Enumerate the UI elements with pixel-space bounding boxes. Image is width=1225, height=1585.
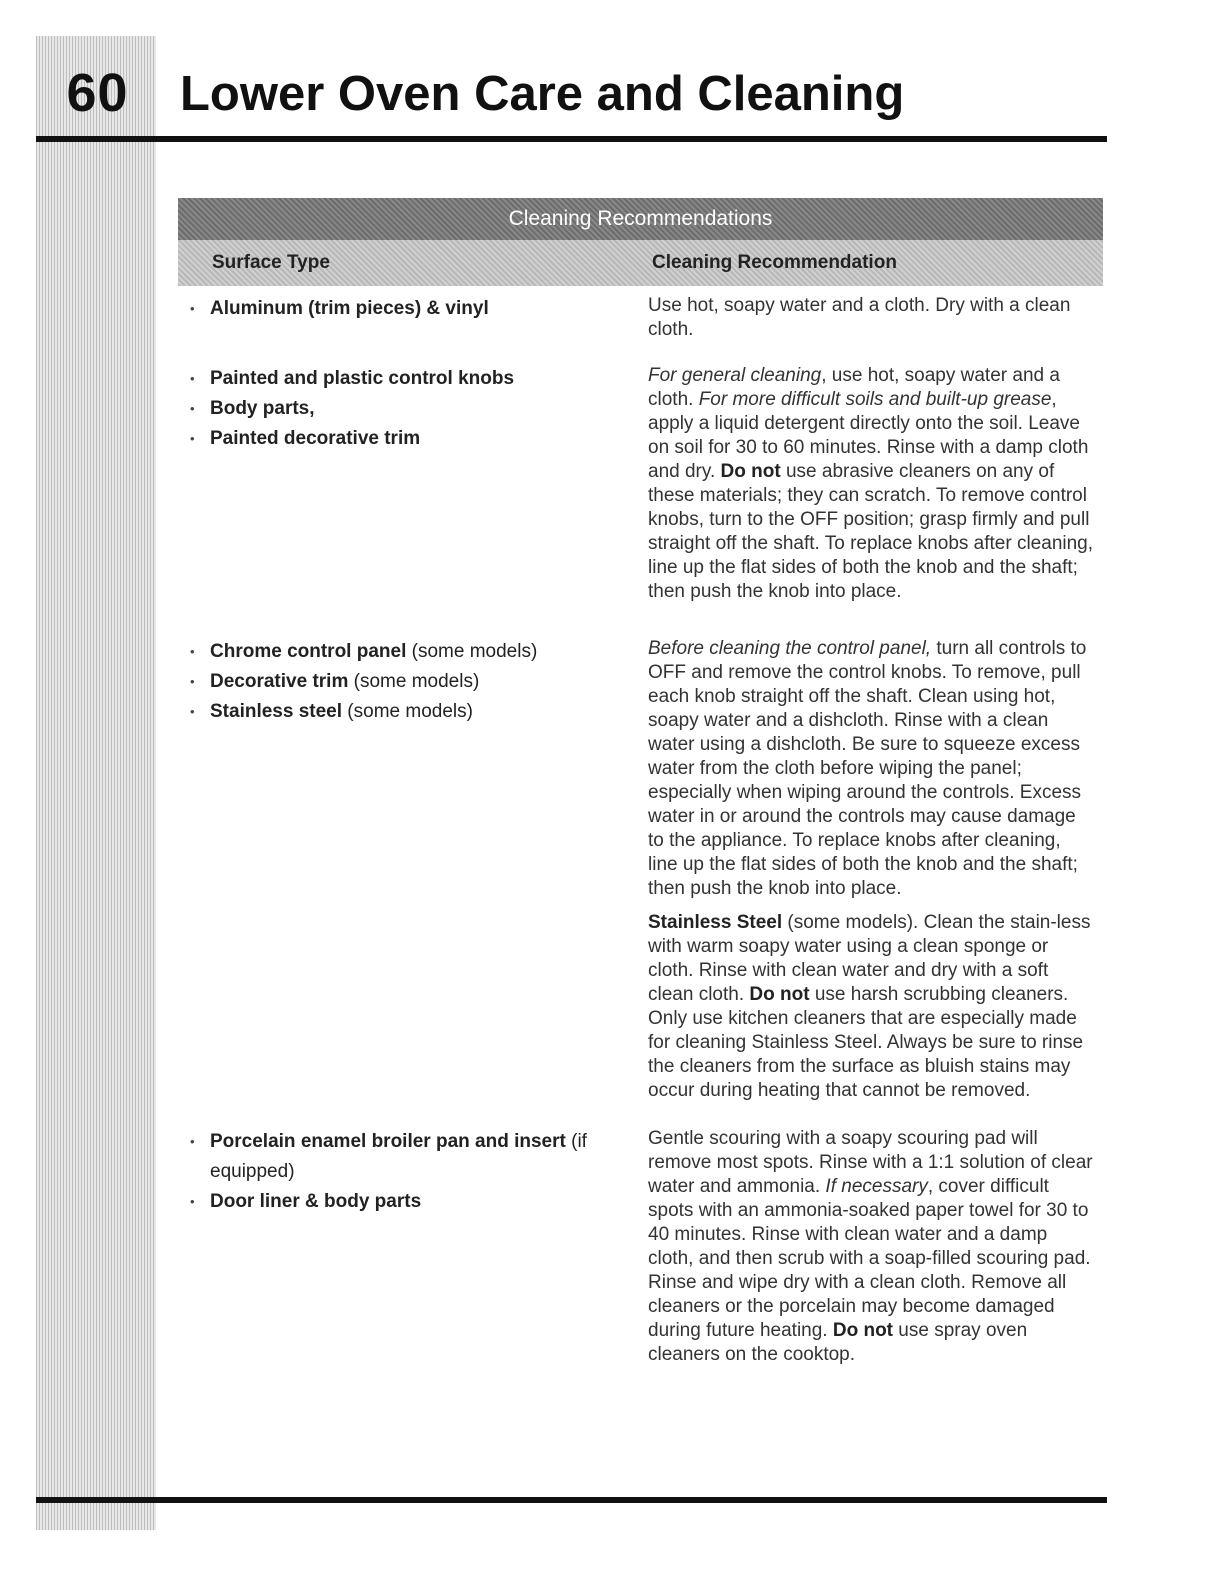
recommendation-cell <box>648 364 1103 637</box>
recommendation-text: Use hot, soapy water and a cloth. Dry with a clean cloth. <box>648 295 1071 340</box>
list-item: • Decorative trim (some models) <box>186 667 648 697</box>
list-item: • Painted and plastic control knobs <box>186 364 648 394</box>
bottom-divider <box>36 1497 1107 1503</box>
list-item: • Painted decorative trim <box>186 424 648 454</box>
list-item: • Stainless steel (some models) <box>186 697 648 727</box>
cleaning-table <box>178 198 1103 1365</box>
column-headers <box>178 240 1103 286</box>
list-item: • Chrome control panel (some models) <box>186 637 648 667</box>
table-row <box>178 364 1103 637</box>
list-item: • Door liner & body parts <box>186 1187 648 1217</box>
recommendation-cell <box>648 1127 1103 1377</box>
table-row <box>178 637 1103 1127</box>
recommendation-cell <box>648 637 1103 1127</box>
top-divider <box>36 136 1107 142</box>
recommendation-text: For general cleaning, use hot, soapy water and a cloth. For more difficult soils and built-up grease, apply a liquid detergent directly onto the soil. Leave on soil for 30 to 60 minutes. Rinse with a damp cloth and dry. Do not use abrasive cleaners on any of these materials; they can scratch. To remove control knobs, turn to the OFF position; grasp firmly and pull straight off the shaft. To replace knobs after cleaning, line up the flat sides of both the knob and the shaft; then push the knob into place. <box>648 365 1094 602</box>
list-item: • Body parts, <box>186 394 648 424</box>
recommendation-cell <box>648 294 1103 358</box>
recommendation-text: Stainless Steel (some models). Clean the stain-less with warm soapy water using a clean sponge or cloth. Rinse with clean water and dry with a soft clean cloth. Do not use harsh scrubbing cleaners. Only use kitchen cleaners that are especially made for cleaning Stainless Steel. Always be sure to rinse the cleaners from the surface as bluish stains may occur during heating that cannot be removed. <box>648 912 1091 1101</box>
recommendation-text: Gentle scouring with a soapy scouring pad will remove most spots. Rinse with a 1:1 solution of clear water and ammonia. If necessary, cover difficult spots with an ammonia-soaked paper towel for 30 to 40 minutes. Rinse with clean water and a damp cloth, and then scrub with a soap-filled scouring pad. Rinse and wipe dry with a clean cloth. Remove all cleaners or the porcelain may become damaged during future heating. Do not use spray oven cleaners on the cooktop. <box>648 1128 1093 1365</box>
table-row <box>178 1127 1103 1377</box>
col-header-surface: Surface Type <box>212 252 330 273</box>
table-title: Cleaning Recommendations <box>178 198 1103 240</box>
list-item: • Aluminum (trim pieces) & vinyl <box>186 294 648 324</box>
table-row <box>178 294 1103 358</box>
page-number: 60 <box>66 63 129 123</box>
recommendation-text: Before cleaning the control panel, turn all controls to OFF and remove the control knobs. To remove, pull each knob straight off the shaft. Clean using hot, soapy water and a dishcloth. Rinse with a clean water using a dishcloth. Be sure to squeeze excess water from the cloth before wiping the panel; especially when wiping around the controls. Excess water in or around the controls may cause damage to the appliance. To replace knobs after cleaning, line up the flat sides of both the knob and the shaft; then push the knob into place. <box>648 638 1087 899</box>
surface-cell <box>178 637 648 1127</box>
side-tab-strip <box>36 36 156 1530</box>
surface-cell <box>178 294 648 358</box>
surface-cell <box>178 364 648 637</box>
col-header-recommendation: Cleaning Recommendation <box>652 252 897 273</box>
surface-cell <box>178 1127 648 1377</box>
page-title: Lower Oven Care and Cleaning <box>180 67 905 121</box>
list-item: • Porcelain enamel broiler pan and insert (if equipped) <box>186 1127 648 1187</box>
